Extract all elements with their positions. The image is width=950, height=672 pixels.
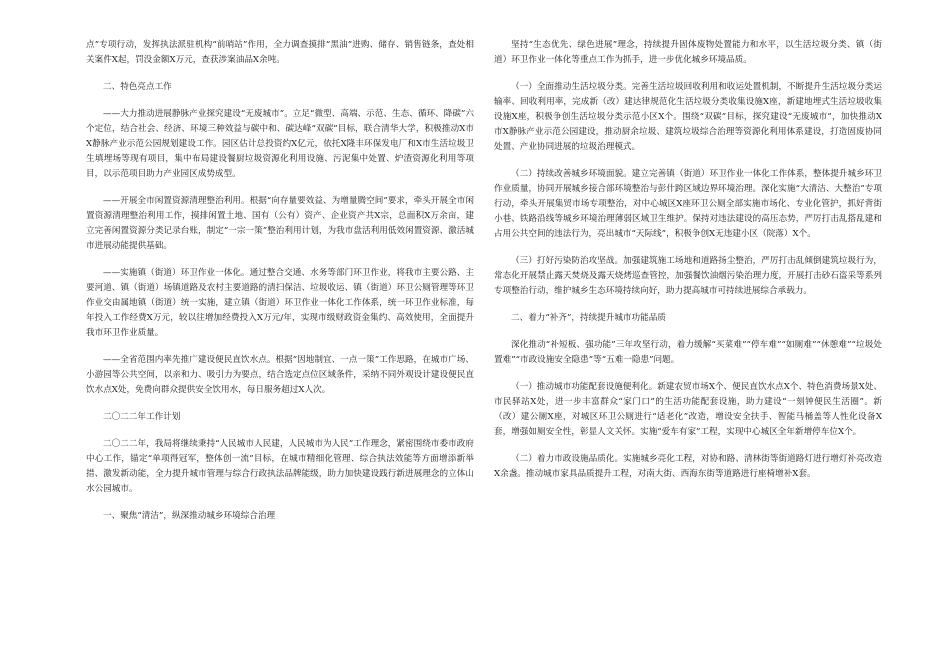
left-column: [86, 38, 474, 536]
paragraph: （二）持续改善城乡环境面貌。建立完善镇（街道）环卫作业一体化工作体系，整体提升城乡环卫作业质量，协同开展城乡接合部环境整治与彭什跨区域边界环境治理。深化实施“大清洁、大整治”专项行动，牵头开展集贸市场专项整治，对中心城区X座环卫公厕全部实施市场化、专业化管护，抓好背街小巷、铁路沿线等城乡环境治理薄弱区域卫生维护。保持对违法建设的高压态势，严厉打击乱搭乱建和占用公共空间的违法行为，亮出城市“天际线”，积极争创X无违建小区（院落）X个。: [494, 169, 882, 239]
paragraph: ——实施镇（街道）环卫作业一体化。通过整合交通、水务等部门环卫作业，将我市主要公路、主要河道、镇（街道）场镇道路及农村主要道路的清扫保洁、垃圾收运、镇（街道）环卫公厕管理等环卫作业交由属地镇（街道）统一实施，建立镇（街道）环卫作业一体化工作体系，统一环卫作业标准，每年投入工作经费X万元，较以往增加经费投入X万元/年，实现市级财政资金集约、高效使用，全面提升我市环卫作业质量。: [86, 268, 474, 338]
section-heading: 二、特色亮点工作: [103, 82, 172, 92]
paragraph: （一）推动城市功能配套设施便利化。新建农贸市场X个、便民直饮水点X个、特色消费场景X处、市民驿站X处，进一步丰富群众“家门口”的生活功能配套设施，助力建设“一刻钟便民生活圈”。新（改）建公厕X座，对城区环卫公厕进行“适老化”改造，增设安全扶手、智能马桶盖等人性化设备X套，增强如厕安全性，彰显人文关怀。实施“爱车有家”工程，实现中心城区全年新增停车位X个。: [494, 382, 882, 437]
paragraph: （二）着力市政设施品质化。实施城乡亮化工程，对协和路、清林街等街道路灯进行增灯补亮改造X余盏。推动城市家具品质提升工程，对南大街、西海东街等道路进行座椅增补X套。: [494, 454, 882, 479]
paragraph: 坚持“生态优先、绿色进展”理念，持续提升固体废物处置能力和水平，以生活垃圾分类、镇（街道）环卫作业一体化等重点工作为抓手，进一步优化城乡环境品质。: [494, 40, 882, 65]
section-heading: 一、聚焦“清洁”，纵深推动城乡环境综合治理: [103, 511, 276, 521]
paragraph: ——开展全市闲置资源清理整治利用。根据“向存量要效益、为增量腾空间”要求，牵头开展全市闲置资源清理整治利用工作，摸排闲置土地、国有（公有）资产、企业资产共X宗，总面积X万余亩，建立完善闲置资源分类记录台账，制定“一宗一策”整治利用计划，为我市盘活利用低效闲置资源、激活城市进展动能提供基础。: [86, 196, 474, 251]
paragraph: （三）打好污染防治攻坚战。加强建筑施工场地和道路扬尘整治，严厉打击乱倾倒建筑垃圾行为，常态化开展禁止露天焚烧及露天烧烤巡查管控，加强餐饮油烟污染治理力度，开展打击砂石盗采等系列专项整治行动，维护城乡生态环境持续向好，助力提高城市可持续进展综合承载力。: [494, 256, 882, 296]
right-column: [494, 38, 882, 494]
paragraph: 二〇二二年，我局将继续秉持“人民城市人民建，人民城市为人民”工作理念，紧密围绕市委市政府中心工作，锚定“单项得冠军，整体创一流”目标，在城市精细化管理、综合执法效能等方面增添新举措、激发新动能，全力提升城市管理与综合行政执法品牌能级，助力加快建设践行新进展理念的立体山水公园城市。: [86, 439, 474, 494]
paragraph: 深化推动“补短板、强功能”三年攻坚行动，着力缓解“买菜难”“停车难”“如厕难”“休憩难”“垃圾处置难”“市政设施安全隐患”等“五难一隐患”问题。: [494, 340, 882, 365]
section-heading: 二〇二二年工作计划: [103, 412, 181, 422]
section-heading: 二、着力“补齐”，持续提升城市功能品质: [511, 313, 666, 323]
paragraph: ——大力推动进展静脉产业探究建设“无废城市”。立足“微型、高端、示范、生态、循环、降碳”六个定位，结合社会、经济、环境三种效益与碳中和、碳达峰“双碳”目标，联合清华大学，积极推动X市X静脉产业示范公园规划建设工作。园区估计总投资约X亿元，依托X隆丰环保发电厂和X市生活垃圾卫生填埋场等现有项目，集中布局建设餐厨垃圾资源化利用设施、污泥集中处置、炉渣资源化利用等项目，以示范项目助力产业园区成势成型。: [86, 109, 474, 179]
paragraph: 点”专项行动，发挥执法派驻机构“前哨站”作用，全力调查摸排“黑油”进购、储存、销售链条，查处相关案件X起，罚没金额X万元，查获涉案油品X余吨。: [86, 40, 474, 65]
paragraph: ——全省范围内率先推广建设便民直饮水点。根据“因地制宜、一点一策”工作思路，在城市广场、小游园等公共空间，以亲和力、吸引力为要点，结合选定点位区域条件，采纳不同外观设计建设便民直饮水点X处，免费向群众提供安全饮用水，每日服务超过X人次。: [86, 355, 474, 395]
paragraph: （一）全面推动生活垃圾分类。完善生活垃圾回收利用和收运处置机制，不断提升生活垃圾分类运输率、回收利用率，完成新（改）建达律规范化生活垃圾分类收集设施X座，新建地埋式生活垃圾收集设施X座，积极争创生活垃圾分类示范小区X个。围绕“双碳”目标，探究建设“无废城市”，加快推动X市X静脉产业示范公园建设，推动厨余垃圾、建筑垃圾综合治理等资源化利用体系建设，打造固废协同处置、产业协同进展的垃圾治理模式。: [494, 82, 882, 152]
